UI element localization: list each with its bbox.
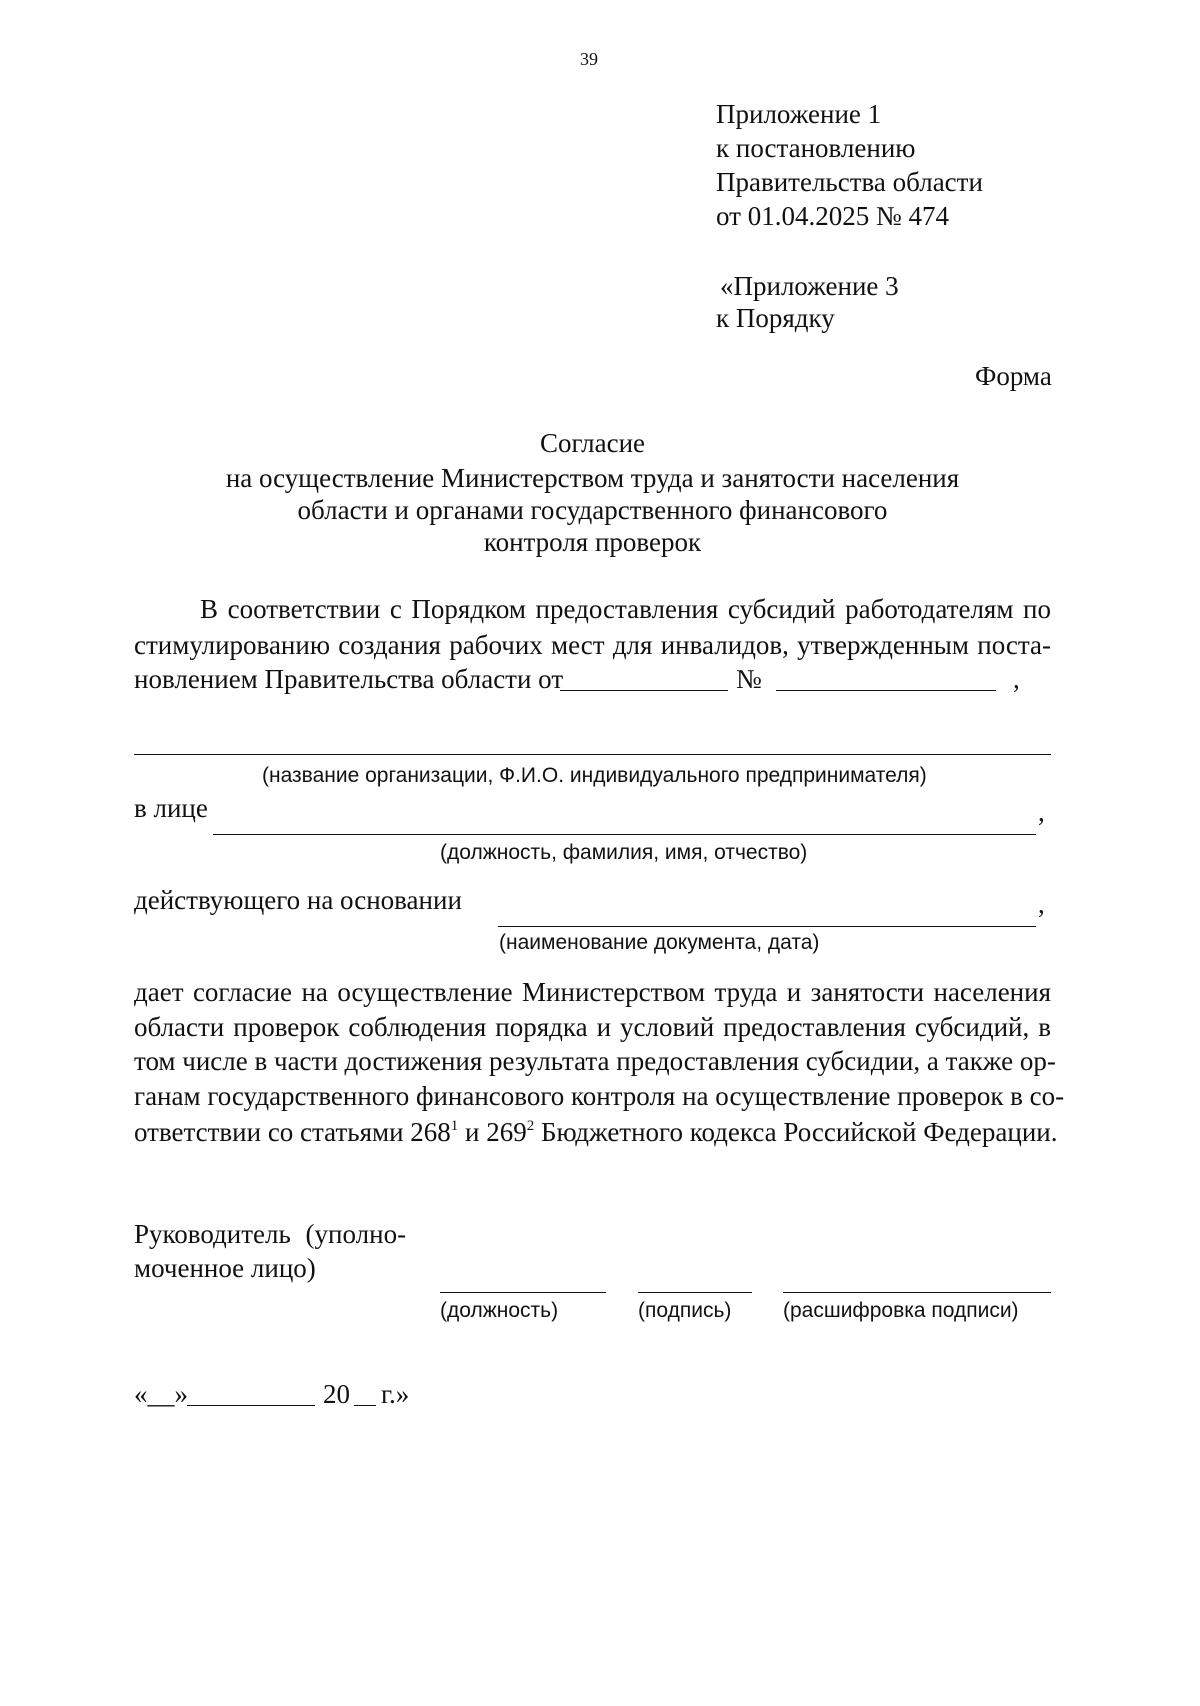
person-comma: ,	[1038, 797, 1045, 827]
date-blank-line[interactable]	[560, 690, 728, 691]
appendix-line-3: Правительства области	[716, 167, 983, 197]
number-sign: №	[736, 664, 762, 694]
title-line-3: области и органами государственного финансового	[297, 495, 888, 525]
person-field[interactable]	[213, 834, 1036, 835]
date-year-prefix: 20	[323, 1379, 350, 1409]
quote-appendix-line-1: «Приложение 3	[720, 271, 899, 301]
basis-label: действующего на основании	[134, 885, 462, 915]
title-line-2: на осуществление Министерством труда и занятости населения	[225, 463, 960, 493]
intro-line-3: новлением Правительства области от	[134, 664, 564, 694]
signature-line[interactable]	[638, 1292, 752, 1293]
consent-line-5-c: Бюджетного кодекса Российской Федерации.	[534, 1117, 1058, 1147]
form-label: Форма	[975, 361, 1052, 391]
consent-line-5-b: и 269	[458, 1117, 527, 1147]
organization-field[interactable]	[134, 754, 1051, 755]
title-line-4: контроля проверок	[483, 527, 702, 557]
intro-line-2: стимулированию создания рабочих мест для инвалидов, утвержденным поста-	[134, 630, 1051, 660]
appendix-line-4: от 01.04.2025 № 474	[716, 201, 949, 231]
decode-signature-line[interactable]	[783, 1292, 1051, 1293]
basis-caption: (наименование документа, дата)	[499, 931, 820, 954]
footnote-sup-1: 1	[450, 1118, 459, 1134]
decode-caption: (расшифровка подписи)	[783, 1299, 1019, 1322]
person-label: в лице	[134, 793, 208, 823]
number-blank-line[interactable]	[776, 690, 996, 691]
signer-title-line-2: моченное лицо)	[134, 1253, 316, 1283]
position-caption: (должность)	[440, 1299, 559, 1322]
date-suffix: г.»	[381, 1379, 410, 1409]
appendix-line-2: к постановлению	[716, 133, 916, 163]
footnote-sup-2: 2	[526, 1118, 535, 1134]
consent-line-5-a: ответствии со статьями 268	[134, 1117, 451, 1147]
signer-title-line-1: Руководитель (уполно-	[134, 1219, 407, 1249]
basis-comma: ,	[1038, 889, 1045, 919]
consent-line-2: области проверок соблюдения порядка и условий предоставления субсидий, в	[134, 1012, 1051, 1042]
basis-field[interactable]	[498, 926, 1036, 927]
appendix-line-1: Приложение 1	[716, 99, 882, 129]
date-year-line[interactable]	[354, 1405, 376, 1406]
quote-appendix-line-2: к Порядку	[716, 303, 835, 333]
intro-line-1: В соответствии с Порядком предоставления субсидий работодателям по	[200, 594, 1051, 624]
person-caption: (должность, фамилия, имя, отчество)	[440, 841, 808, 864]
organization-caption: (название организации, Ф.И.О. индивидуального предпринимателя)	[262, 764, 927, 787]
consent-line-5	[134, 1114, 1057, 1150]
consent-line-1: дает согласие на осуществление Министерством труда и занятости населения	[134, 977, 1051, 1007]
page-number: 39	[580, 49, 598, 69]
date-month-line[interactable]	[187, 1405, 315, 1406]
date-day: «__»	[134, 1379, 188, 1409]
intro-comma: ,	[1013, 664, 1020, 694]
consent-line-4: ганам государственного финансового контроля на осуществление проверок в со-	[134, 1081, 1065, 1111]
title-line-1: Согласие	[539, 428, 646, 458]
consent-line-3: том числе в части достижения результата предоставления субсидии, а также ор-	[134, 1046, 1056, 1076]
position-signature-line[interactable]	[440, 1292, 606, 1293]
signature-caption: (подпись)	[638, 1299, 732, 1322]
